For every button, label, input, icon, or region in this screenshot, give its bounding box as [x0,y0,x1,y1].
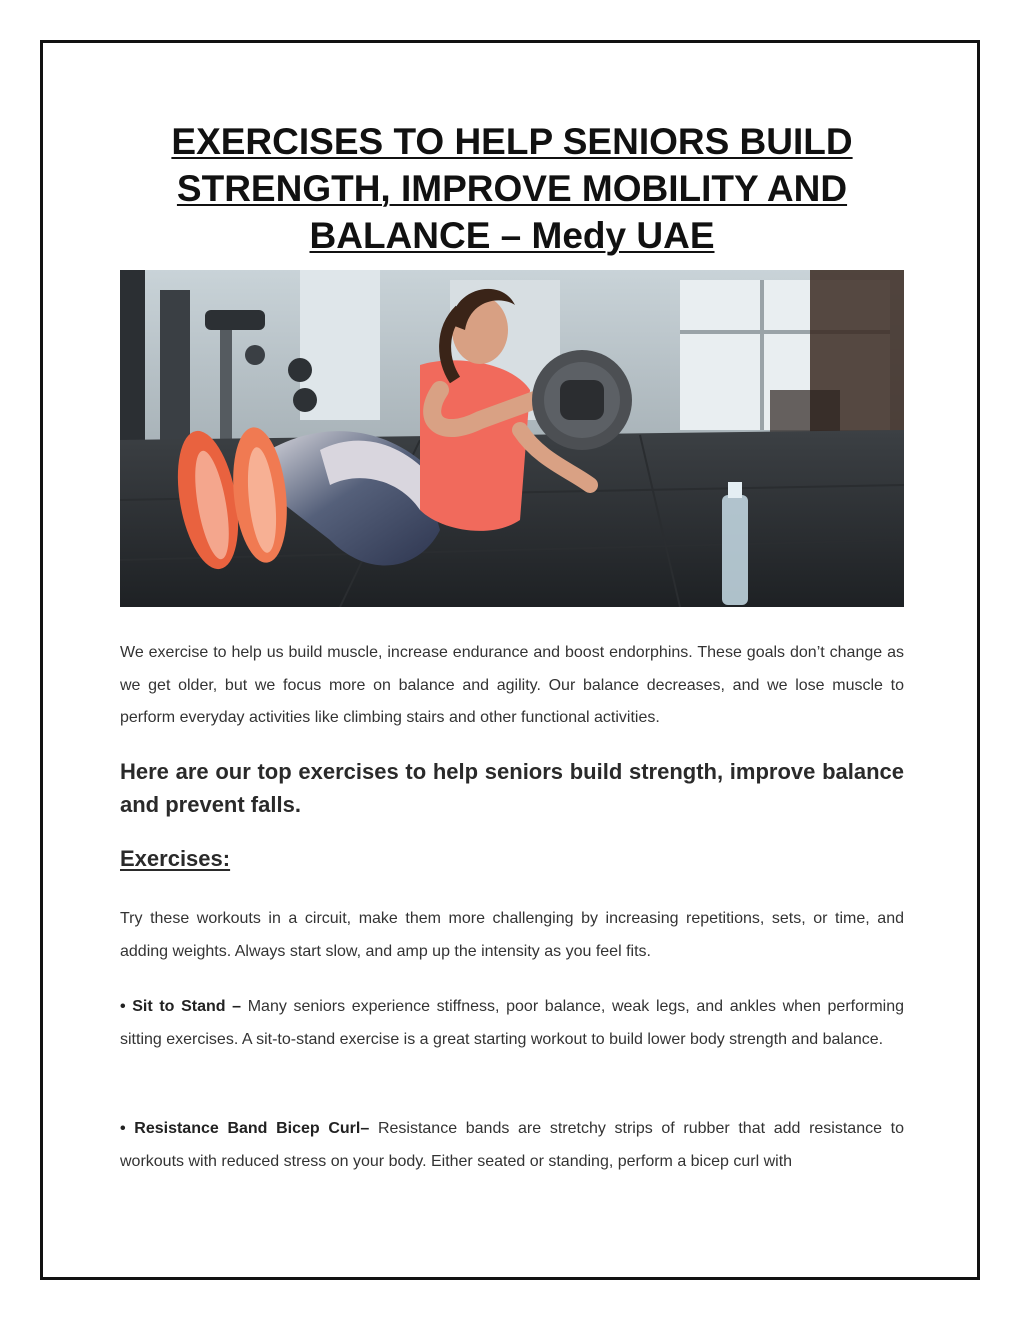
exercise-item [120,991,904,1056]
exercise-text: Many seniors experience stiffness, poor balance, weak legs, and ankles when performing sitting exercises. A sit-to-stand exercise is a great starting workout to build lower body strength and balance. [120,998,904,1048]
exercise-title: • Resistance Band Bicep Curl– [120,1120,370,1137]
exercise-item [120,1113,904,1178]
exercise-text: Resistance bands are stretchy strips of rubber that add resistance to workouts with reduced stress on your body. Either seated or standing, perform a bicep curl with [120,1120,905,1170]
circuit-paragraph: Try these workouts in a circuit, make them more challenging by increasing repetitions, sets, or time, and adding weights. Always start slow, and amp up the intensity as you feel fits. [120,910,904,960]
subheading: Here are our top exercises to help seniors build strength, improve balance and prevent falls. [120,759,904,817]
hero-image [120,270,904,607]
section-label-exercises: Exercises: [120,846,231,871]
page-title: EXERCISES TO HELP SENIORS BUILD STRENGTH, IMPROVE MOBILITY AND BALANCE – Medy UAE [171,121,853,256]
intro-paragraph: We exercise to help us build muscle, increase endurance and boost endorphins. These goals don’t change as we get older, but we focus more on balance and agility. Our balance decreases, and we lose muscle to perform everyday activities like climbing stairs and other functional activities. [120,644,904,726]
photo-woman-exercising-icon [120,270,904,607]
exercise-title: • Sit to Stand – [120,998,242,1015]
